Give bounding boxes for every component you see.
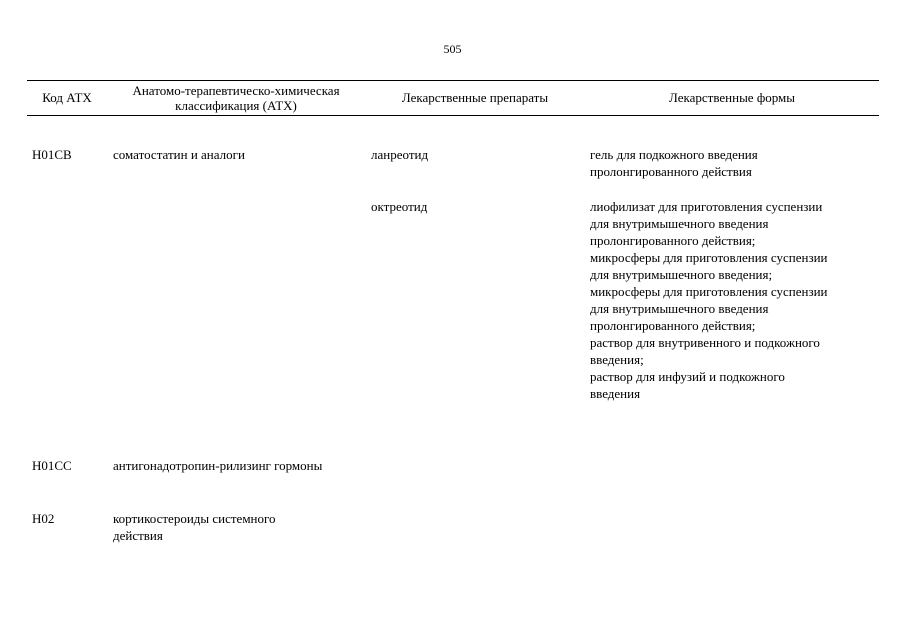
row-octreotide-drug: октреотид: [371, 199, 428, 214]
header-dosage-forms: Лекарственные формы: [668, 90, 796, 105]
header-atc-code: Код АТХ: [42, 90, 92, 105]
row-h01cb-drug: ланреотид: [371, 147, 429, 162]
row-h01cb-code: H01CB: [32, 147, 72, 162]
header-drugs: Лекарственные препараты: [401, 90, 549, 105]
row-h01cc-code: H01CC: [32, 458, 72, 473]
table-header-bottom-rule: [27, 115, 879, 116]
row-octreotide-forms: лиофилизат для приготовления суспензии для внутримышечного введения пролонгированного действия; микросферы для приготовления суспензии для внутримышечного введения; микросферы для приготовления суспензии для внутримышечного введения пролонгированного действия; раствор для внутривенного и подкожного введения; раствор для инфузий и подкожного введения: [590, 199, 828, 401]
row-h01cb-classification: соматостатин и аналоги: [113, 147, 245, 162]
row-h01cb-forms: гель для подкожного введения пролонгированного действия: [590, 147, 758, 179]
header-atc-classification: Анатомо-терапевтическо-химическая классификация (АТХ): [132, 82, 340, 113]
row-h02-code: H02: [32, 511, 55, 526]
row-h01cc-classification: антигонадотропин-рилизинг гормоны: [113, 458, 323, 473]
row-h02-classification: кортикостероиды системного действия: [113, 511, 276, 543]
page-number: 505: [443, 42, 462, 56]
